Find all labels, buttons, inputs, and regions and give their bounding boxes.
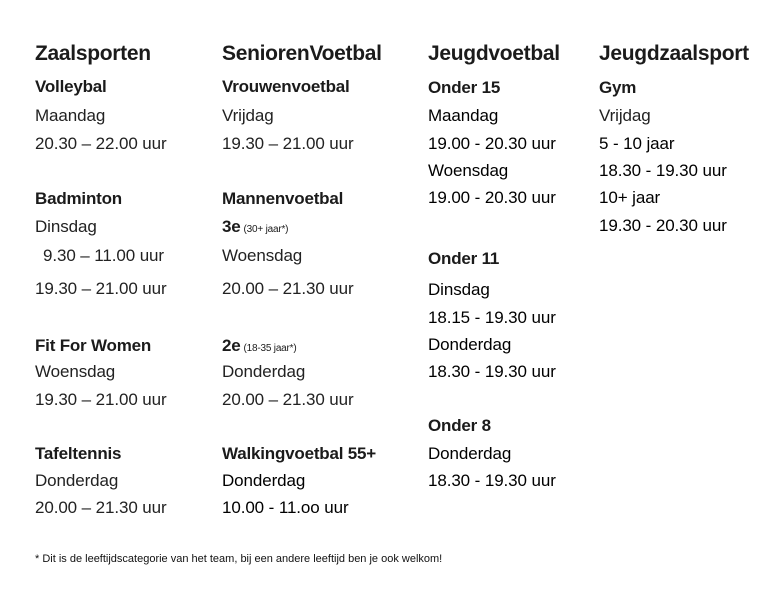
section-title-fitforwomen: Fit For Women [35,336,152,355]
badminton-day: Dinsdag [35,217,97,236]
section-title-onder15: Onder 15 [428,78,501,97]
section-title-volleybal: Volleybal [35,77,107,96]
vrouwenvoetbal-time: 19.30 – 21.00 uur [222,134,354,153]
section-title-mannenvoetbal: Mannenvoetbal [222,189,344,208]
fitforwomen-day: Woensdag [35,362,116,381]
walkingvoetbal-day: Donderdag [222,471,306,490]
section-title-walkingvoetbal: Walkingvoetbal 55+ [222,444,377,463]
team-2e-note: (18-35 jaar*) [243,343,297,354]
gym-time-2: 19.30 - 20.30 uur [599,216,727,235]
badminton-time-2: 19.30 – 21.00 uur [35,279,167,298]
team-2e [222,336,297,356]
section-title-badminton: Badminton [35,189,122,208]
onder15-time-2: 19.00 - 20.30 uur [428,188,556,207]
gym-age-2: 10+ jaar [599,188,661,207]
onder15-day-2: Woensdag [428,161,509,180]
tafeltennis-time: 20.00 – 21.30 uur [35,498,167,517]
column-title-jeugdzaalsport: Jeugdzaalsport [599,42,749,65]
onder15-time-1: 19.00 - 20.30 uur [428,134,556,153]
section-title-vrouwenvoetbal: Vrouwenvoetbal [222,77,350,96]
fitforwomen-time: 19.30 – 21.00 uur [35,390,167,409]
column-title-seniorenvoetbal: SeniorenVoetbal [222,42,382,65]
section-title-onder8: Onder 8 [428,416,491,435]
team-3e [222,217,288,237]
gym-time-1: 18.30 - 19.30 uur [599,161,727,180]
badminton-time-1: 9.30 – 11.00 uur [43,246,164,265]
team-3e-note: (30+ jaar*) [243,224,289,235]
section-title-tafeltennis: Tafeltennis [35,444,122,463]
onder15-day-1: Maandag [428,106,499,125]
section-title-gym: Gym [599,78,637,97]
team-2e-label: 2e [222,336,241,355]
tafeltennis-day: Donderdag [35,471,119,490]
gym-day: Vrijdag [599,106,651,125]
onder11-day-2: Donderdag [428,335,512,354]
onder11-time-1: 18.15 - 19.30 uur [428,308,556,327]
team-2e-time: 20.00 – 21.30 uur [222,390,354,409]
team-3e-day: Woensdag [222,246,303,265]
onder11-time-2: 18.30 - 19.30 uur [428,362,556,381]
section-title-onder11: Onder 11 [428,249,500,268]
volleybal-day: Maandag [35,106,106,125]
onder8-day: Donderdag [428,444,512,463]
volleybal-time: 20.30 – 22.00 uur [35,134,167,153]
team-3e-time: 20.00 – 21.30 uur [222,279,354,298]
team-3e-label: 3e [222,217,241,236]
gym-age-1: 5 - 10 jaar [599,134,675,153]
walkingvoetbal-time: 10.00 - 11.oo uur [222,498,349,517]
footnote: * Dit is de leeftijdscategorie van het team, bij een andere leeftijd ben je ook welkom! [35,553,443,565]
onder11-day-1: Dinsdag [428,280,490,299]
column-title-zaalsporten: Zaalsporten [35,42,151,65]
vrouwenvoetbal-day: Vrijdag [222,106,274,125]
onder8-time: 18.30 - 19.30 uur [428,471,556,490]
team-2e-day: Donderdag [222,362,306,381]
column-title-jeugdvoetbal: Jeugdvoetbal [428,42,560,65]
